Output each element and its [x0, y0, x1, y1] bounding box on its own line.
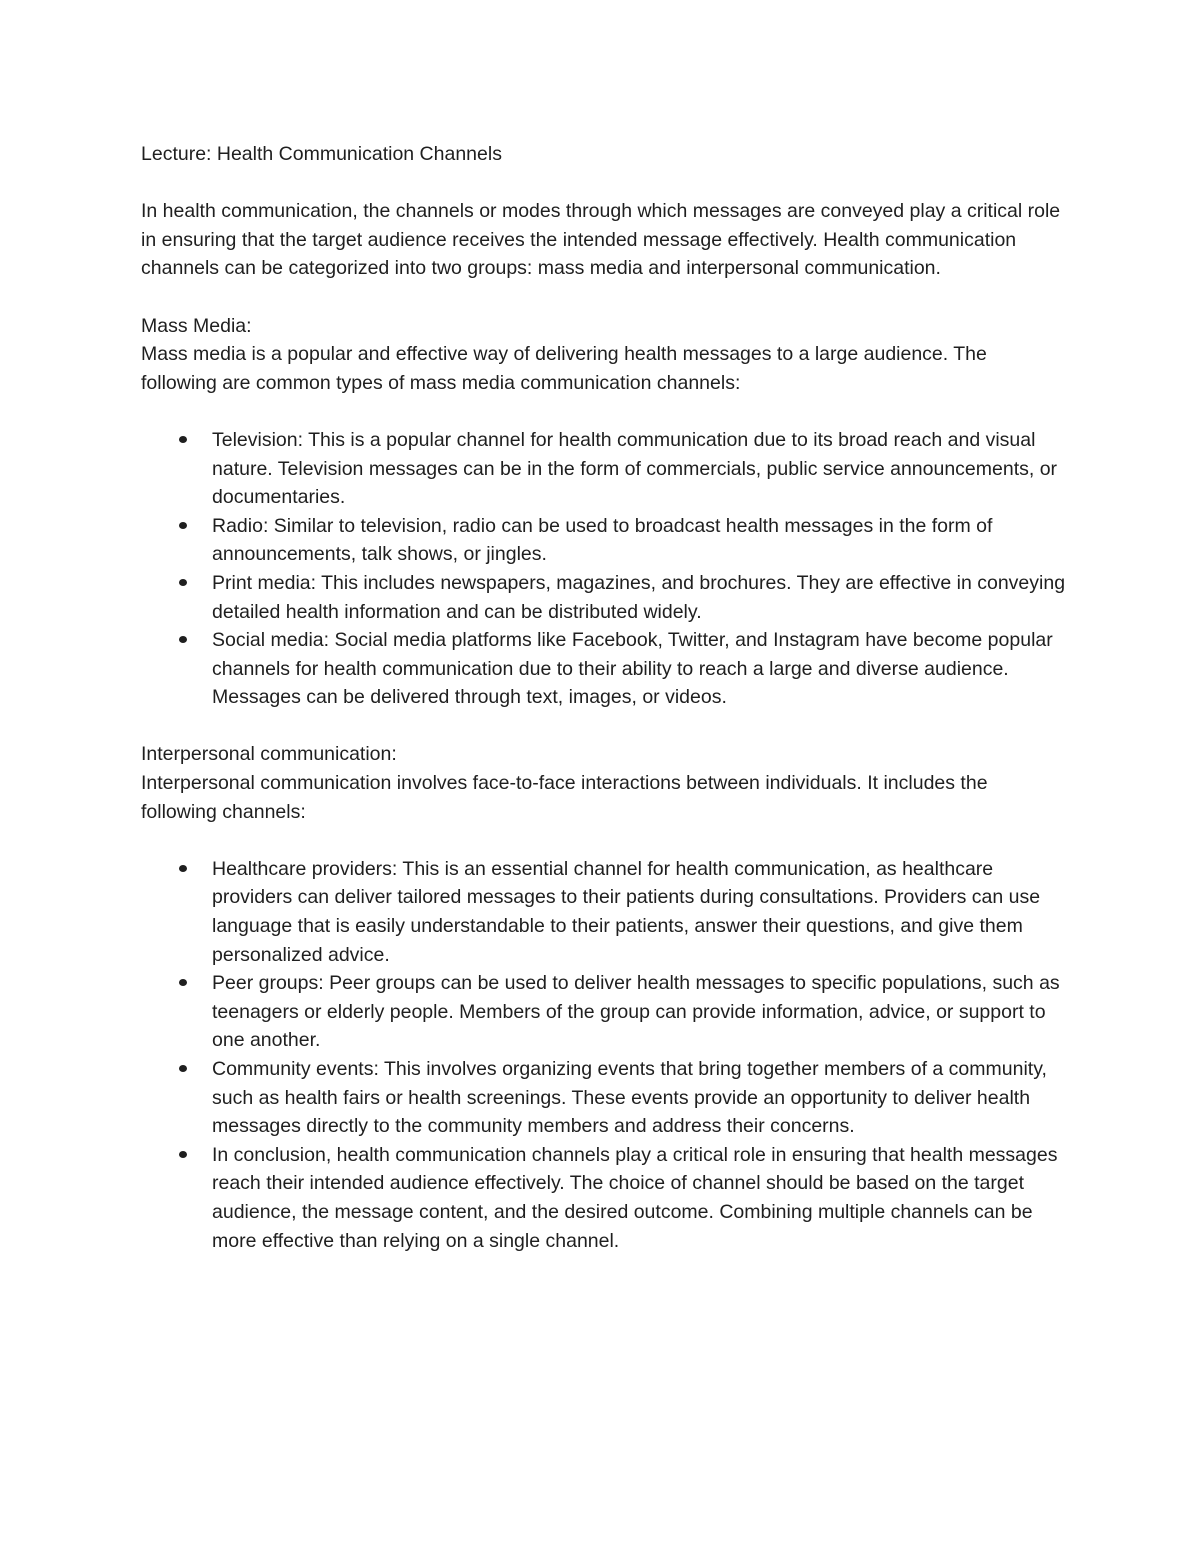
- bullet-icon: [179, 436, 187, 443]
- list-item: [212, 855, 1066, 969]
- bullet-icon: [179, 865, 187, 872]
- list-item-text: Social media: Social media platforms like Facebook, Twitter, and Instagram have become popular channels for health communication due to their ability to reach a large and diverse audience. Messages can be delivered through text, images, or videos.: [212, 629, 1053, 709]
- list-item-text: Community events: This involves organizing events that bring together members of a community, such as health fairs or health screenings. These events provide an opportunity to deliver health messages directly to the community members and address their concerns.: [212, 1058, 1047, 1138]
- interpersonal-list: [141, 855, 1066, 1255]
- list-item-text: In conclusion, health communication channels play a critical role in ensuring that health messages reach their intended audience effectively. The choice of channel should be based on the target audience, the message content, and the desired outcome. Combining multiple channels can be more effective than relying on a single channel.: [212, 1143, 1058, 1252]
- interpersonal-description: Interpersonal communication involves face-to-face interactions between individuals. It includes the following channels:: [141, 772, 988, 823]
- list-item: [212, 569, 1066, 626]
- spacer: [141, 712, 1066, 741]
- list-item: [212, 969, 1066, 1055]
- list-item: [212, 626, 1066, 712]
- list-item-text: Television: This is a popular channel for health communication due to its broad reach and visual nature. Television messages can be in the form of commercials, public service announcements, or documentaries.: [212, 428, 1058, 509]
- list-item-text: Radio: Similar to television, radio can be used to broadcast health messages in the form of announcements, talk shows, or jingles.: [212, 514, 993, 566]
- spacer: [141, 283, 1066, 312]
- mass-media-description: Mass media is a popular and effective way of delivering health messages to a large audience. The following are common types of mass media communication channels:: [141, 343, 987, 394]
- bullet-icon: [179, 579, 187, 586]
- spacer: [141, 169, 1066, 198]
- bullet-icon: [179, 979, 187, 986]
- list-item-text: Healthcare providers: This is an essential channel for health communication, as healthcare providers can deliver tailored messages to their patients during consultations. Providers can use language that is easily understandable to their patients, answer their questions, and give them personalized advice.: [212, 857, 1041, 966]
- list-item: [212, 512, 1066, 569]
- intro-paragraph: In health communication, the channels or modes through which messages are conveyed play a critical role in ensuring that the target audience receives the intended message effectively. Health communication channels can be categorized into two groups: mass media and interpersonal communication.: [141, 200, 1061, 280]
- list-item-text: Peer groups: Peer groups can be used to deliver health messages to specific populations, such as teenagers or elderly people. Members of the group can provide information, advice, or support to one another.: [212, 972, 1060, 1052]
- bullet-icon: [179, 1065, 187, 1072]
- list-item: [212, 1141, 1066, 1255]
- bullet-icon: [179, 522, 187, 529]
- bullet-icon: [179, 1151, 187, 1158]
- spacer: [141, 826, 1066, 855]
- list-item: [212, 426, 1066, 512]
- mass-media-heading: Mass Media:: [141, 314, 252, 337]
- document-page: [141, 140, 1066, 1255]
- document-title: Lecture: Health Communication Channels: [141, 143, 502, 165]
- list-item-text: Print media: This includes newspapers, magazines, and brochures. They are effective in conveying detailed health information and can be distributed widely.: [212, 571, 1066, 623]
- mass-media-list: [141, 426, 1066, 712]
- bullet-icon: [179, 636, 187, 643]
- spacer: [141, 397, 1066, 426]
- list-item: [212, 1055, 1066, 1141]
- interpersonal-heading: Interpersonal communication:: [141, 743, 397, 766]
